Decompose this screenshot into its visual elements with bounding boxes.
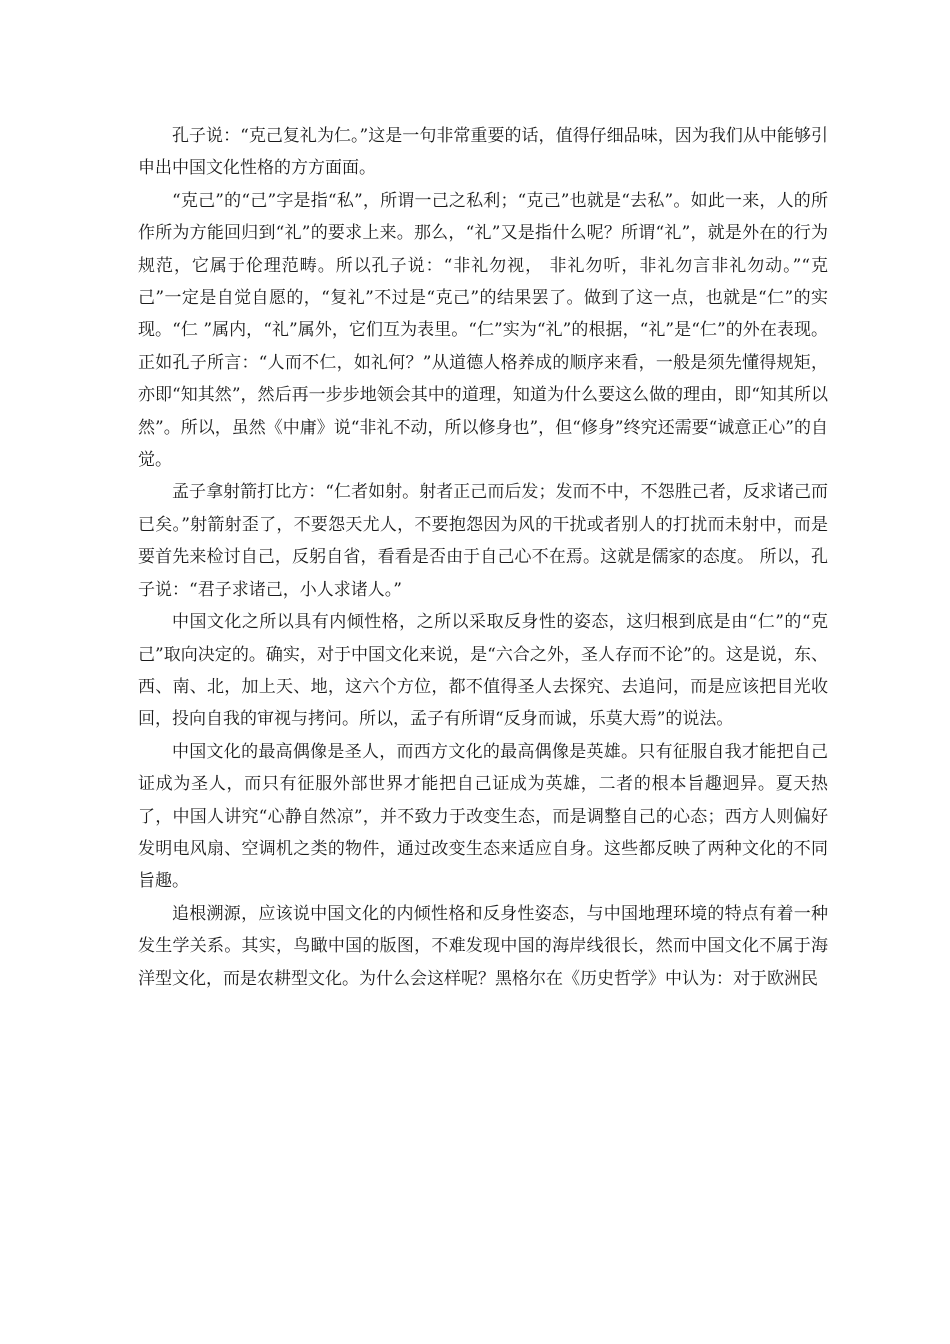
paragraph-3: 孟子拿射箭打比方：“仁者如射。射者正己而后发；发而不中，不怨胜己者，反求诸己而已矣。”射箭射歪了，不要怨天尤人，不要抱怨因为风的干扰或者别人的打扰而未射中，而是要首先来检讨自己，反躬自省，看看是否由于自己心不在焉。这就是儒家的态度。 所以，孔子说：“君子求诸己，小人求诸人。”	[138, 482, 828, 600]
paragraph-4: 中国文化之所以具有内倾性格，之所以采取反身性的姿态，这归根到底是由“仁”的“克己”取向决定的。确实，对于中国文化来说，是“六合之外，圣人存而不论”的。这是说，东、西、南、北，加上天、地，这六个方位，都不值得圣人去探究、去追问，而是应该把目光收回，投向自我的审视与拷问。所以，孟子有所谓“反身而诚，乐莫大焉”的说法。	[138, 612, 828, 730]
paragraph-6: 追根溯源，应该说中国文化的内倾性格和反身性姿态，与中国地理环境的特点有着一种发生学关系。其实，鸟瞰中国的版图，不难发现中国的海岸线很长，然而中国文化不属于海洋型文化，而是农耕型文化。为什么会这样呢？黑格尔在《历史哲学》中认为：对于欧洲民	[138, 903, 828, 989]
paragraph-1: 孔子说：“克己复礼为仁。”这是一句非常重要的话，值得仔细品味，因为我们从中能够引申出中国文化性格的方方面面。	[138, 126, 828, 179]
paragraph-2: “克己”的“己”字是指“私”，所谓一己之私利；“克己”也就是“去私”。如此一来，人的所作所为方能回归到“礼”的要求上来。那么，“礼”又是指什么呢？所谓“礼”，就是外在的行为规范，它属于伦理范畴。所以孔子说：“非礼勿视， 非礼勿听，非礼勿言非礼勿动。”“克己”一定是自觉自愿的，“复礼”不过是“克己”的结果罢了。做到了这一点，也就是“仁”的实现。“仁 ”属内，“礼”属外，它们互为表里。“仁”实为“礼”的根据，“礼”是“仁”的外在表现。正如孔子所言：“人而不仁，如礼何？”从道德人格养成的顺序来看，一般是须先懂得规矩，亦即“知其然”，然后再一步步地领会其中的道理，知道为什么要这么做的理由，即“知其所以然”。所以，虽然《中庸》说“非礼不动，所以修身也”，但“修身”终究还需要“诚意正心”的自觉。	[138, 190, 828, 471]
paragraph-5: 中国文化的最高偶像是圣人，而西方文化的最高偶像是英雄。只有征服自我才能把自己证成为圣人，而只有征服外部世界才能把自己证成为英雄，二者的根本旨趣迥异。夏天热了，中国人讲究“心静自然凉”，并不致力于改变生态，而是调整自己的心态；西方人则偏好发明电风扇、空调机之类的物件，通过改变生态来适应自身。这些都反映了两种文化的不同旨趣。	[138, 741, 828, 892]
document-body	[138, 120, 828, 995]
